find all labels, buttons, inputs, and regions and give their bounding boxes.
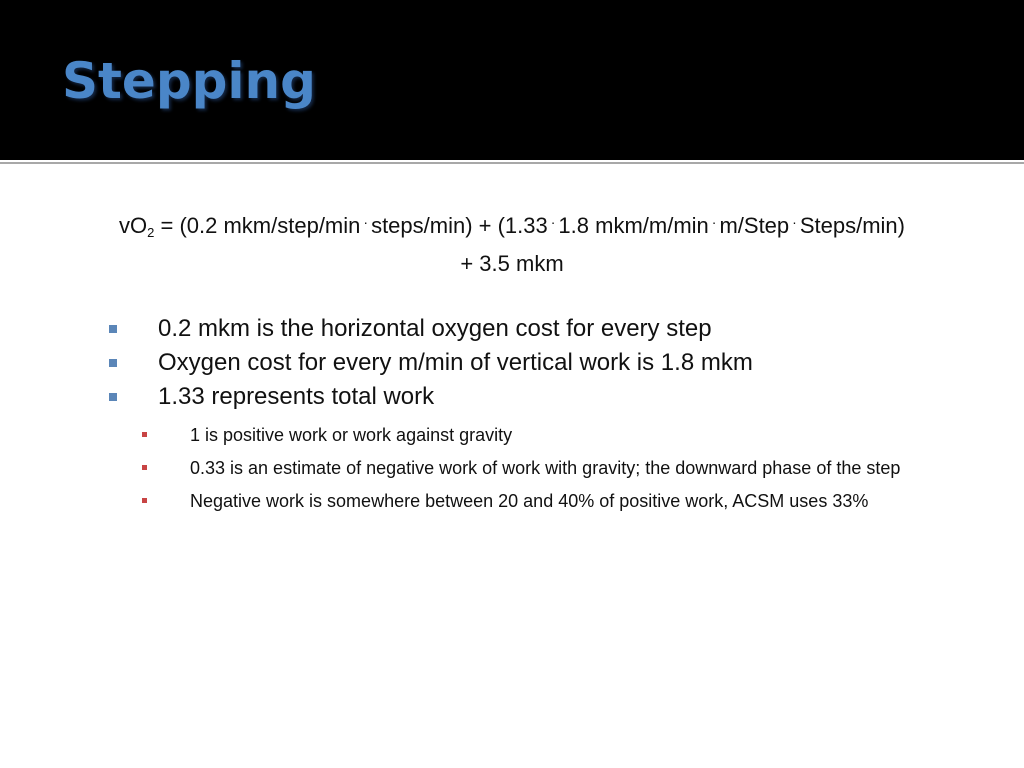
multiply-dot: · xyxy=(711,214,717,230)
square-bullet-icon xyxy=(109,393,117,401)
formula-vo: vO xyxy=(119,213,148,238)
formula xyxy=(0,208,1024,281)
title-bar xyxy=(0,0,1024,160)
square-sub-bullet-icon xyxy=(142,432,147,437)
bullet-text: 1.33 represents total work xyxy=(158,383,435,410)
sub-bullet-text: 1 is positive work or work against gravity xyxy=(190,425,513,445)
square-sub-bullet-icon xyxy=(142,465,147,470)
formula-step-height-term: m/Step xyxy=(719,213,790,238)
slide-title: Stepping xyxy=(62,52,316,110)
formula-line-2: + 3.5 mkm xyxy=(460,251,564,276)
bullet-item xyxy=(0,312,1024,346)
formula-horizontal-term: = (0.2 mkm/step/min xyxy=(154,213,361,238)
bullet-text: Oxygen cost for every m/min of vertical work is 1.8 mkm xyxy=(158,349,753,376)
square-sub-bullet-icon xyxy=(142,498,147,503)
formula-subscript: 2 xyxy=(147,225,155,240)
formula-step-rate-term: Steps/min) xyxy=(799,213,905,238)
formula-vertical-term: 1.8 mkm/m/min xyxy=(558,213,709,238)
bullet-list xyxy=(0,312,1024,515)
square-bullet-icon xyxy=(109,325,117,333)
bullet-item xyxy=(0,380,1024,414)
formula-steps-term: steps/min) + (1.33 xyxy=(371,213,548,238)
multiply-dot: · xyxy=(792,214,797,230)
multiply-dot: · xyxy=(363,214,369,230)
sub-bullet-text: 0.33 is an estimate of negative work of work with gravity; the downward phase of the step xyxy=(190,458,901,478)
sub-bullet-item xyxy=(0,455,1024,482)
multiply-dot: · xyxy=(550,214,556,230)
sub-bullet-text: Negative work is somewhere between 20 and 40% of positive work, ACSM uses 33% xyxy=(190,491,869,511)
title-divider xyxy=(0,160,1024,166)
bullet-item xyxy=(0,346,1024,380)
bullet-text: 0.2 mkm is the horizontal oxygen cost for every step xyxy=(158,315,712,342)
square-bullet-icon xyxy=(109,359,117,367)
sub-bullet-item xyxy=(0,422,1024,449)
sub-bullet-item xyxy=(0,488,1024,515)
formula-line-1 xyxy=(0,208,1024,246)
